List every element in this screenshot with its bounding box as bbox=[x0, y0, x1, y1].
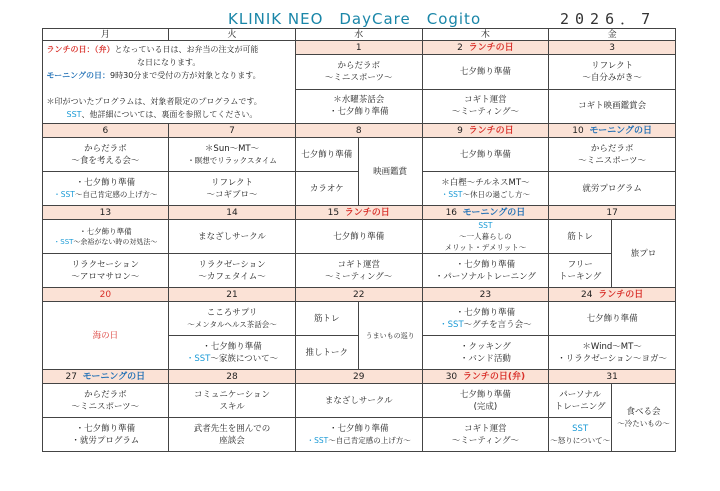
week5-date-row bbox=[42, 370, 676, 384]
weekday-tue: 火 bbox=[169, 29, 296, 41]
page-header bbox=[0, 6, 720, 30]
program-cell: ・七夕飾り準備 ・SST～自己肯定感の上げ方～ bbox=[42, 172, 169, 206]
program-cell: ・七夕飾り準備 ・就労プログラム bbox=[42, 418, 169, 452]
program-cell: ・七夕飾り準備 ・パーソナルトレーニング bbox=[422, 254, 549, 288]
date-cell: 29 bbox=[295, 370, 422, 384]
year-month: 2026．7 bbox=[560, 10, 657, 28]
date-cell: 22 bbox=[295, 288, 422, 302]
date-cell: 20 bbox=[42, 288, 169, 302]
program-cell: パーソナル トレーニング bbox=[549, 384, 612, 418]
week2-date-row bbox=[42, 124, 676, 138]
week4-am-row bbox=[42, 302, 676, 336]
date-cell: 10 モーニングの日 bbox=[549, 124, 676, 138]
program-cell: 七夕飾り準備 bbox=[549, 302, 676, 336]
date-cell: 30 ランチの日(弁) bbox=[422, 370, 549, 384]
program-cell: リフレクト ～自分みがき～ bbox=[549, 55, 676, 89]
program-cell: 筋トレ bbox=[295, 302, 358, 336]
page-title: KLINIK NEO DayCare Cogito bbox=[228, 10, 482, 28]
date-cell: 3 bbox=[549, 41, 676, 55]
program-cell: 武者先生を囲んでの 座談会 bbox=[169, 418, 296, 452]
program-cell: 七夕飾り準備 bbox=[295, 220, 422, 254]
program-cell: 推しトーク bbox=[295, 336, 358, 370]
program-cell: ・七夕飾り準備 ・SST～グチを言う会～ bbox=[422, 302, 549, 336]
date-cell: 27 モーニングの日 bbox=[42, 370, 169, 384]
program-cell: コギト運営 ～ミーティング～ bbox=[295, 254, 422, 288]
week2-am-row bbox=[42, 138, 676, 172]
program-cell: 筋トレ bbox=[549, 220, 612, 254]
program-cell: コミュニケーション スキル bbox=[169, 384, 296, 418]
program-cell: コギト映画鑑賞会 bbox=[549, 89, 676, 123]
program-cell: リラクゼーション ～カフェタイム～ bbox=[169, 254, 296, 288]
date-cell: 1 bbox=[295, 41, 422, 55]
program-cell: からだラボ ～食を考える会～ bbox=[42, 138, 169, 172]
program-cell: こころサプリ ～メンタルヘルス茶話会～ bbox=[169, 302, 296, 336]
holiday-cell: 海の日 bbox=[42, 302, 169, 370]
week1-date-row bbox=[42, 41, 676, 55]
program-cell: ＊Sun～MT～ ・瞑想でリラックスタイム bbox=[169, 138, 296, 172]
program-cell: ＊白樫～チルネスMT～ ・SST～休日の過ごし方～ bbox=[422, 172, 549, 206]
program-cell: ＊水曜茶話会 ・七夕飾り準備 bbox=[295, 89, 422, 123]
program-cell: 映画鑑賞 bbox=[358, 138, 422, 206]
program-cell: リラクセーション ～アロマサロン～ bbox=[42, 254, 169, 288]
date-cell: 28 bbox=[169, 370, 296, 384]
program-cell: うまいもの巡り bbox=[358, 302, 422, 370]
program-cell: 食べる会 ～冷たいもの～ bbox=[612, 384, 676, 452]
program-cell: フリー トーキング bbox=[549, 254, 612, 288]
program-cell: カラオケ bbox=[295, 172, 358, 206]
date-cell: 31 bbox=[549, 370, 676, 384]
program-cell: 就労プログラム bbox=[549, 172, 676, 206]
program-cell: リフレクト ～コギブロ～ bbox=[169, 172, 296, 206]
weekday-mon: 月 bbox=[42, 29, 169, 41]
weekday-thu: 木 bbox=[422, 29, 549, 41]
week5-pm-row bbox=[42, 418, 676, 452]
program-cell: 七夕飾り準備 bbox=[295, 138, 358, 172]
week3-date-row bbox=[42, 206, 676, 220]
program-cell: コギト運営 ～ミーティング～ bbox=[422, 89, 549, 123]
date-cell: 13 bbox=[42, 206, 169, 220]
date-cell: 17 bbox=[549, 206, 676, 220]
program-cell: 七夕飾り準備 bbox=[422, 138, 549, 172]
program-cell: まなざしサークル bbox=[295, 384, 422, 418]
program-cell: まなざしサークル bbox=[169, 220, 296, 254]
date-cell: 15 ランチの日 bbox=[295, 206, 422, 220]
week3-pm-row bbox=[42, 254, 676, 288]
program-cell: 旅プロ bbox=[612, 220, 676, 288]
date-cell: 2 ランチの日 bbox=[422, 41, 549, 55]
date-cell: 23 bbox=[422, 288, 549, 302]
monthly-schedule-table bbox=[42, 28, 676, 452]
weekday-header-row bbox=[42, 29, 676, 41]
date-cell: 7 bbox=[169, 124, 296, 138]
program-cell: 七夕飾り準備 (完成) bbox=[422, 384, 549, 418]
program-cell: からだラボ ～ミニスポーツ～ bbox=[42, 384, 169, 418]
date-cell: 24 ランチの日 bbox=[549, 288, 676, 302]
date-cell: 6 bbox=[42, 124, 169, 138]
date-cell: 14 bbox=[169, 206, 296, 220]
date-cell: 21 bbox=[169, 288, 296, 302]
week4-date-row bbox=[42, 288, 676, 302]
week5-am-row bbox=[42, 384, 676, 418]
program-cell: コギト運営 ～ミーティング～ bbox=[422, 418, 549, 452]
weekday-wed: 水 bbox=[295, 29, 422, 41]
weekday-fri: 金 bbox=[549, 29, 676, 41]
program-cell: からだラボ ～ミニスポーツ～ bbox=[549, 138, 676, 172]
program-cell: ・七夕飾り準備 ・SST～余裕がない時の対処法～ bbox=[42, 220, 169, 254]
date-cell: 9 ランチの日 bbox=[422, 124, 549, 138]
program-cell: ＊Wind～MT～ ・リラクゼーション～ヨガ～ bbox=[549, 336, 676, 370]
program-cell: ・クッキング ・バンド活動 bbox=[422, 336, 549, 370]
program-cell: ・七夕飾り準備 ・SST～自己肯定感の上げ方～ bbox=[295, 418, 422, 452]
program-cell: ・七夕飾り準備 ・SST～家族について～ bbox=[169, 336, 296, 370]
notice-box: ランチの日：（弁）となっている日は、お弁当の注文が可能 な日になります。 モーニングの日：9時30分まで受付の方が対象となります。 ＊印がついたプログラムは、対象者限定のプログラムです。 SST、他詳細については、裏面を参照してください。 bbox=[42, 41, 295, 124]
week3-am-row bbox=[42, 220, 676, 254]
program-cell: からだラボ ～ミニスポーツ～ bbox=[295, 55, 422, 89]
program-cell: 七夕飾り準備 bbox=[422, 55, 549, 89]
program-cell: SST ～一人暮らしの メリット・デメリット～ bbox=[422, 220, 549, 254]
date-cell: 16 モーニングの日 bbox=[422, 206, 549, 220]
date-cell: 8 bbox=[295, 124, 422, 138]
program-cell: SST ～怒りについて～ bbox=[549, 418, 612, 452]
